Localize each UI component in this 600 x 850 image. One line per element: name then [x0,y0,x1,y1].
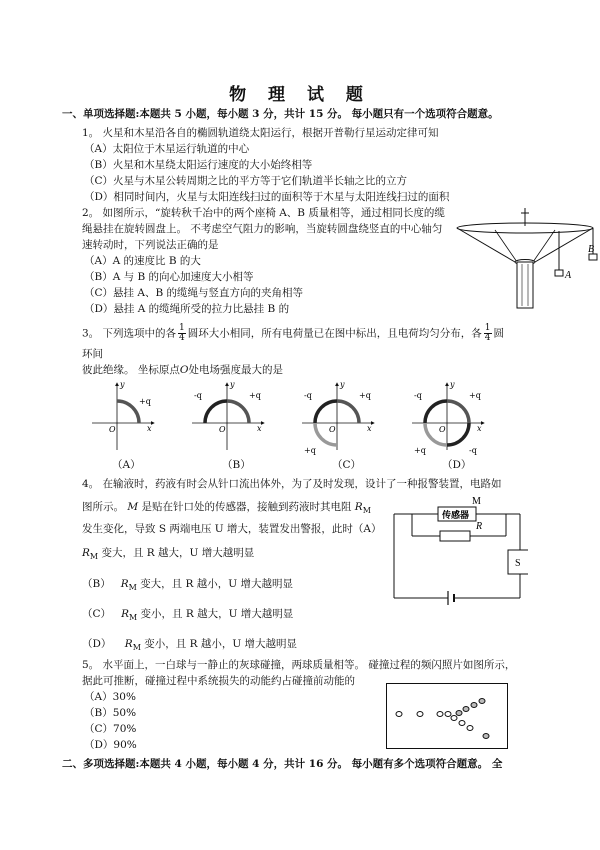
q1-stem: 1。 火星和木星沿各自的椭圆轨道绕太阳运行，根据开普勒行星运动定律可知 [82,127,439,139]
seat-a [555,270,563,276]
svg-text:x: x [477,424,482,433]
q3-stem-line2: 环间 [82,348,103,360]
svg-text:+q: +q [249,391,261,400]
white-ball-frame [417,712,423,717]
q2-stem-line2: 绳悬挂在旋转圆盘上。 不考虑空气阻力的影响，当旋转圆盘绕竖直的中心轴匀 [82,223,443,235]
q2-option-b: （B）A 与 B 的向心加速度大小相等 [84,271,254,283]
fraction-quarter: $\frac{1}{4}$ [484,323,491,343]
svg-text:O: O [329,425,336,434]
q4-option-d: （D） $R_M$ 变小，且 R 越小，U 增大越明显 [82,638,298,653]
q4-option-c: （C） $R_M$ 变小，且 R 越大，U 增大越明显 [82,608,294,623]
svg-text:-q: -q [304,391,312,400]
q5-stem-line1: 5。 水平面上，一白球与一静止的灰球碰撞，两球质量相等。 碰撞过程的频闪照片如图所示， [82,659,516,671]
label-a: A [565,270,572,281]
q2-option-c: （C）悬挂 A、B 的缆绳与竖直方向的夹角相等 [84,287,304,299]
q3-option-a: （A） [112,459,141,471]
svg-text:-q: -q [194,391,202,400]
q1-option-b: （B）火星和木星绕太阳运行速度的大小始终相等 [84,159,313,171]
svg-text:y: y [450,380,455,389]
svg-text:O: O [109,425,116,434]
figure-b [192,380,264,450]
q2-option-a: （A）A 的速度比 B 的大 [84,255,201,267]
q1-option-a: （A）太阳位于木星运行轨道的中心 [84,143,250,155]
section2-heading: 二、多项选择题:本题共 4 小题，每小题 4 分，共计 16 分。 每小题有多个选项符合题意。 全 [62,758,503,770]
white-ball-frame [459,721,465,726]
gray-ball-frame [483,734,489,739]
svg-text:+q: +q [359,391,371,400]
arc-negative [315,401,337,423]
q1-option-d: （D）相同时间内，火星与太阳连线扫过的面积等于木星与太阳连线扫过的面积 [84,191,450,203]
label-b: B [588,244,595,255]
q3-option-b: （B） [222,459,251,471]
arc-negative [447,423,469,445]
q4-stem-line2: 图所示。 M 是贴在针口处的传感器，接触到药液时其电阻 $R_M$ [82,501,371,516]
figure-a [92,380,154,450]
swing-figure [455,208,600,310]
white-ball-frame [445,712,451,717]
q3-figures [92,378,522,458]
q5-option-b: （B）50% [84,707,137,719]
svg-text:+q: +q [469,391,481,400]
svg-text:S: S [515,558,521,569]
arc-negative [205,401,227,423]
figure-d [412,380,484,455]
alarm-circuit [388,494,528,610]
collision-strobe-photo [386,683,508,749]
section1-heading: 一、单项选择题:本题共 5 小题，每小题 3 分，共计 15 分。 每小题只有一个选项符合题意。 [62,108,499,120]
gray-ball-frame [479,699,485,704]
svg-text:-q: -q [469,446,477,455]
gray-ball-frame [463,707,469,712]
svg-text:O: O [439,425,446,434]
svg-text:y: y [230,380,235,389]
page-title: 物 理 试 题 [229,85,371,105]
q5-option-d: （D）90% [84,739,137,751]
q5-option-a: （A）30% [84,691,136,703]
resistor-r [440,531,470,541]
svg-text:x: x [147,424,152,433]
gray-ball-frame [456,711,462,716]
svg-text:+q: +q [414,446,426,455]
q2-option-d: （D）悬挂 A 的缆绳所受的拉力比悬挂 B 的 [84,303,290,315]
q2-stem-line3: 速转动时，下列说法正确的是 [82,239,219,251]
svg-text:+q: +q [304,446,316,455]
q4-option-b: （B） $R_M$ 变大，且 R 越小，U 增大越明显 [82,578,293,593]
arc-positive [447,401,469,423]
q3-stem-line1: 3。 下列选项中的各 $\frac{1}{4}$ 圆环大小相同，所有电荷量已在图中标出，且电荷均匀分布，各 $\frac{1}{4}$ 圆 [82,323,504,343]
fraction-quarter: $\frac{1}{4}$ [179,323,185,343]
arc-negative [425,401,447,423]
svg-text:传感器: 传感器 [442,511,470,521]
q3-option-d: （D） [442,459,472,471]
arc-positive [337,401,359,423]
q4-stem-line3: 发生变化，导致 S 两端电压 U 增大，装置发出警报，此时（A） [82,523,382,535]
support-pillar [517,262,533,308]
svg-text:O: O [219,425,226,434]
q3-option-c: （C） [332,459,362,471]
white-ball-frame [451,716,457,721]
q2-stem-line1: 2。 如图所示，“旋转秋千冶中的两个座椅 A、B 质量相等，通过相同长度的缆 [82,207,445,219]
white-ball-frame [396,712,402,717]
arc-positive [227,401,249,423]
figure-c [302,380,374,455]
arc-positive [117,401,139,423]
q4-stem-line1: 4。 在输液时，药液有时会从针口流出体外，为了及时发现，设计了一种报警装置，电路如 [82,478,502,490]
q5-stem-line2: 据此可推断，碰撞过程中系统损失的动能约占碰撞前动能的 [82,675,355,687]
svg-text:-q: -q [414,391,422,400]
q5-option-c: （C）70% [84,723,137,735]
gray-ball-frame [471,703,477,708]
q4-option-a: $R_M$ 变大，且 R 越大，U 增大越明显 [82,547,255,562]
q3-stem-line3: 彼此绝缘。 坐标原点O处电场强度最大的是 [82,364,283,376]
svg-text:x: x [367,424,372,433]
svg-text:+q: +q [139,397,151,406]
svg-text:y: y [340,380,345,389]
svg-text:R: R [476,521,483,532]
white-ball-frame [437,712,443,717]
svg-text:x: x [257,424,262,433]
white-ball-frame [467,726,473,731]
svg-text:M: M [472,496,481,507]
svg-text:y: y [120,380,125,389]
q1-option-c: （C）火星与木星公转周期之比的平方等于它们轨道半长轴之比的立方 [84,175,408,187]
